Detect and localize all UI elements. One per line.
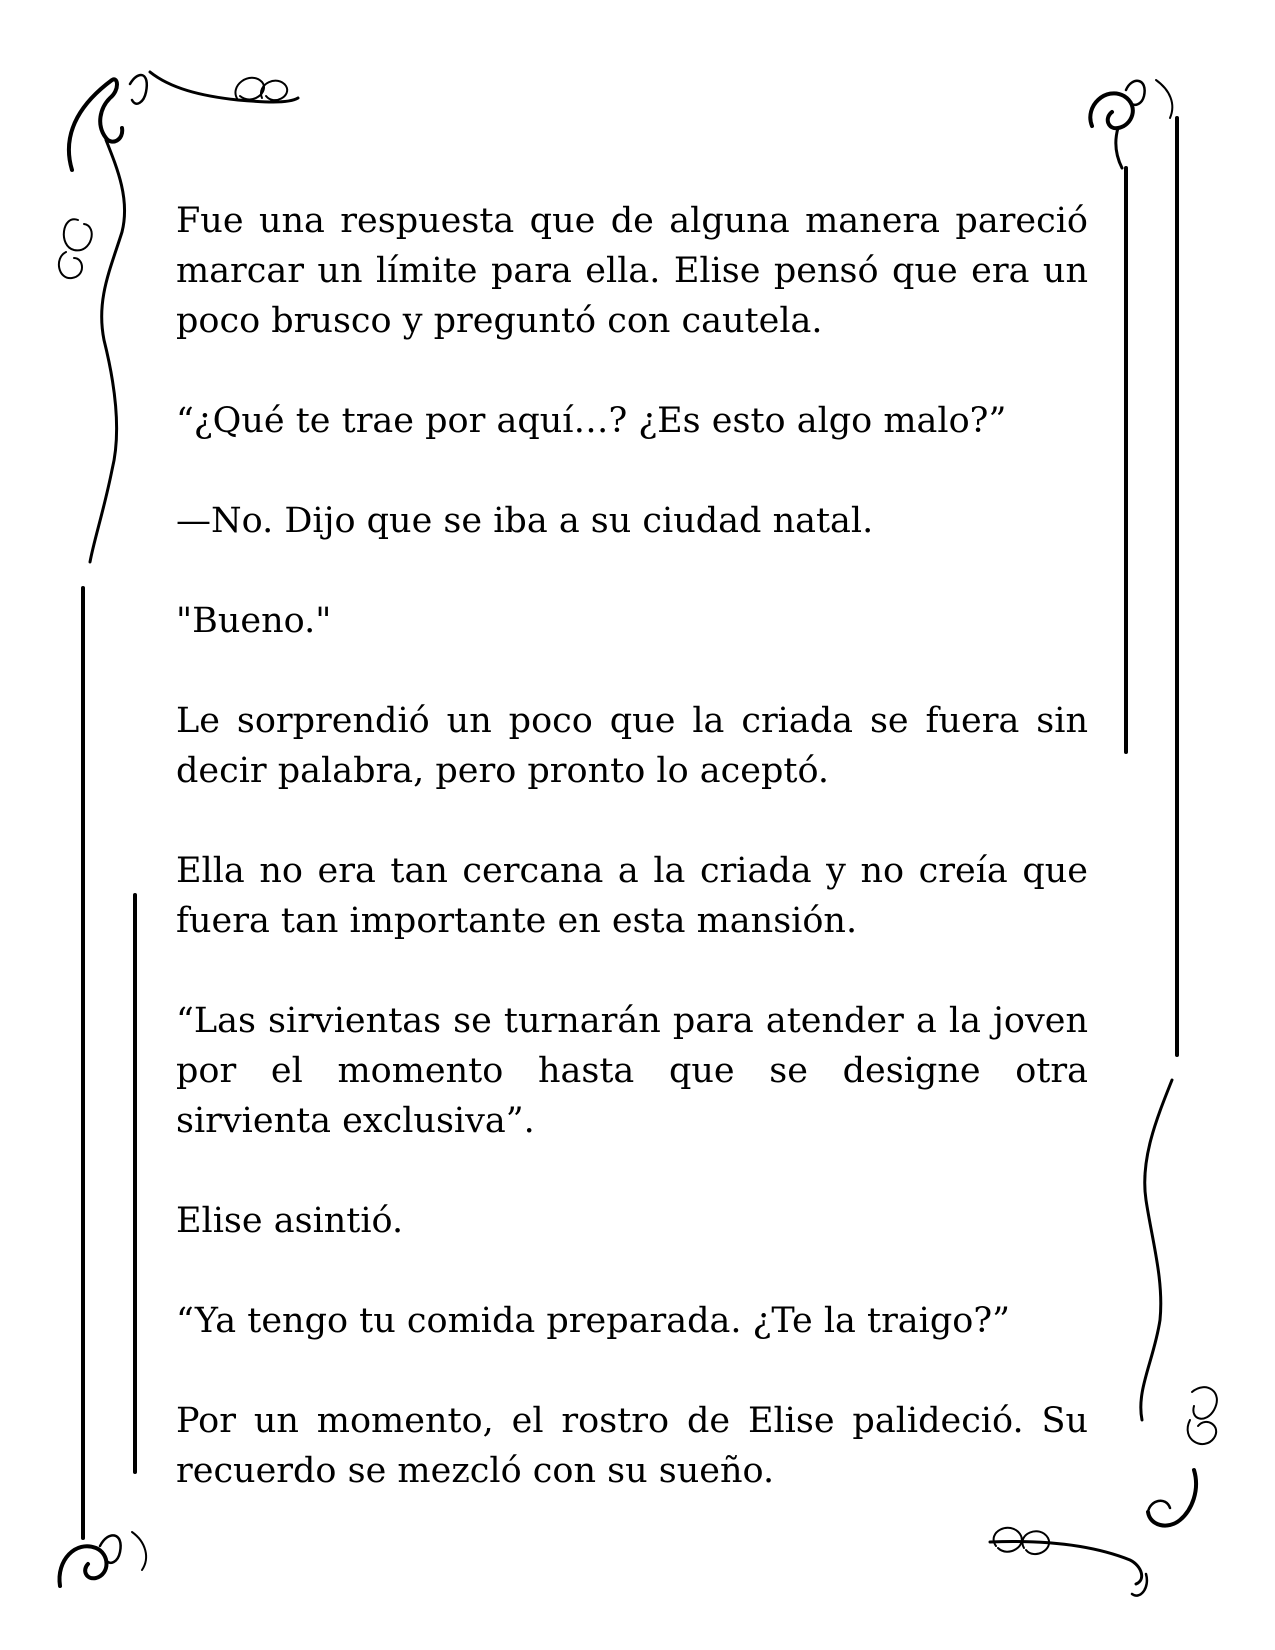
flourish-top-right-icon [1090,80,1172,168]
paragraph: “Ya tengo tu comida preparada. ¿Te la traigo?” [176,1301,1011,1341]
paragraph: Ella no era tan cercana a la criada y no creía que fuera tan importante en esta mansión. [176,851,1088,941]
paragraph: “Las sirvientas se turnarán para atender a la joven por el momento hasta que se designe otra sirvienta exclusiva”. [176,1001,1088,1141]
paragraph: “¿Qué te trae por aquí…? ¿Es esto algo malo?” [176,401,1007,441]
story-text [176,196,1088,1496]
paragraph: Elise asintió. [176,1201,404,1241]
flourish-bottom-left-icon [59,1532,146,1586]
paragraph: Por un momento, el rostro de Elise palideció. Su recuerdo se mezcló con su sueño. [176,1401,1088,1491]
paragraph: Le sorprendió un poco que la criada se fuera sin decir palabra, pero pronto lo aceptó. [176,701,1088,791]
paragraph: Fue una respuesta que de alguna manera pareció marcar un límite para ella. Elise pensó que era un poco brusco y preguntó con cautela. [176,201,1088,341]
paragraph: "Bueno." [176,601,332,641]
paragraph: —No. Dijo que se iba a su ciudad natal. [176,501,874,541]
